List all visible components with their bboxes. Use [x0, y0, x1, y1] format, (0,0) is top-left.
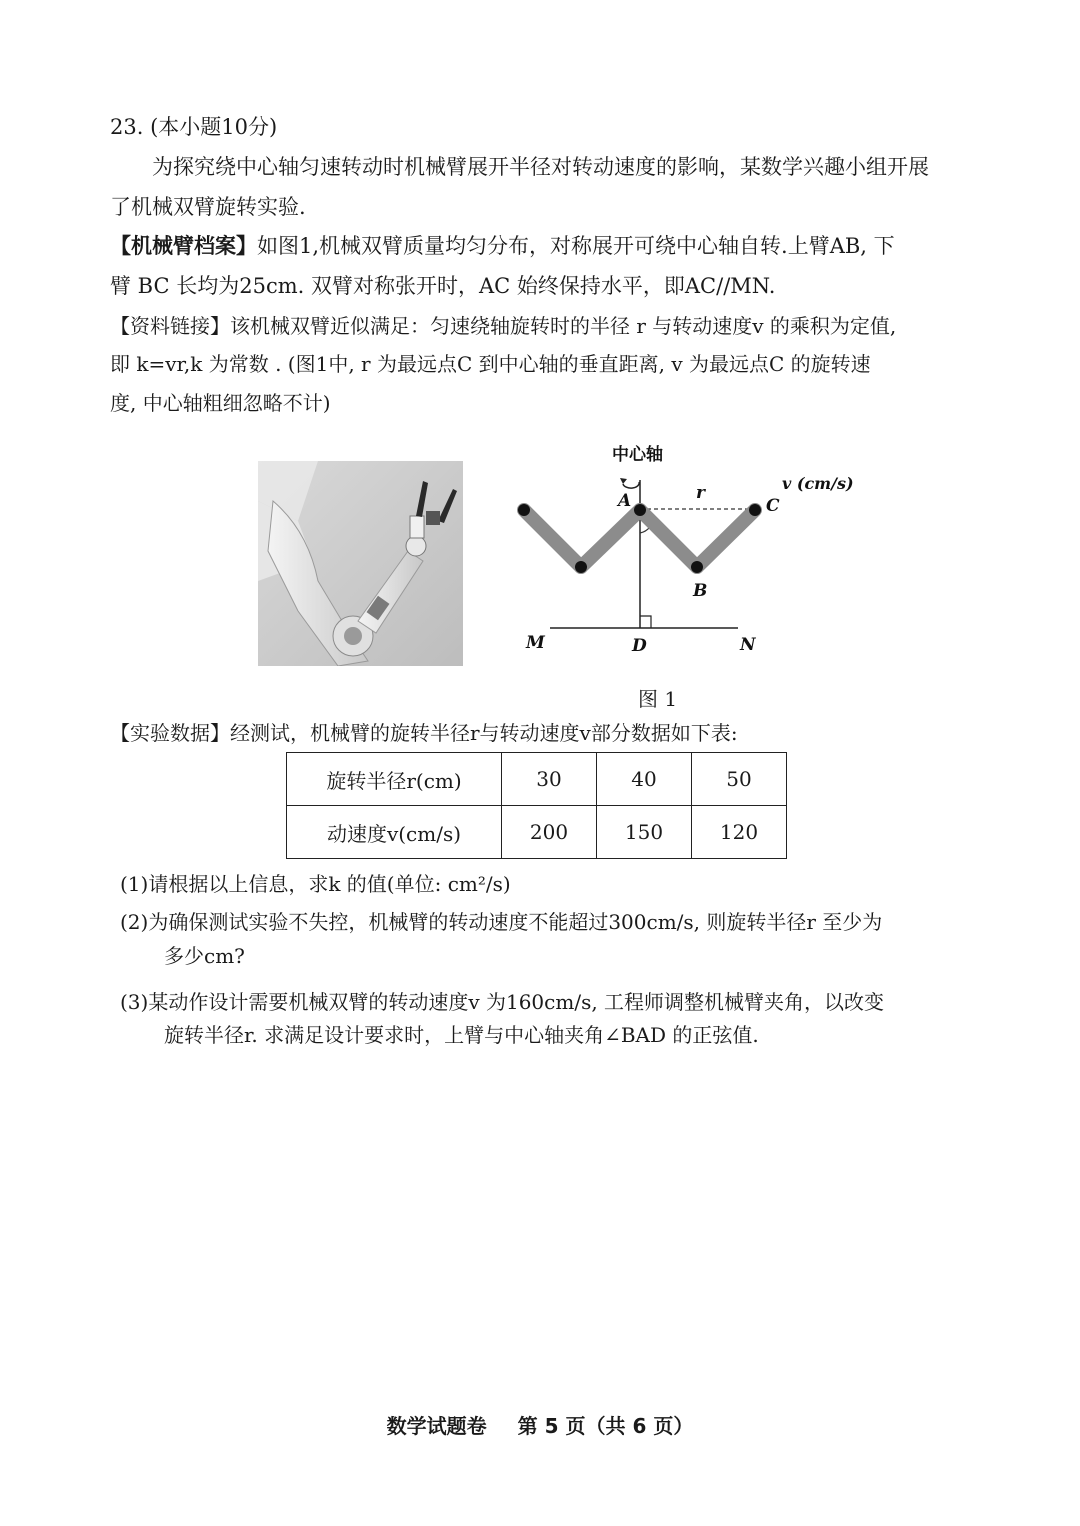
subquestion-2-line2: 多少cm?	[164, 944, 245, 968]
table-cell: 150	[597, 806, 692, 859]
experiment-label: 【实验数据】	[110, 721, 230, 745]
robot-arm-photo	[258, 461, 463, 666]
table-cell: 30	[502, 753, 597, 806]
lower-arm-bc	[697, 510, 755, 567]
table-cell: 200	[502, 806, 597, 859]
label-r: r	[696, 483, 705, 503]
profile-paragraph	[110, 232, 895, 260]
reference-text-line1: 该机械双臂近似满足：匀速绕轴旋转时的半径 r 与转动速度v 的乘积为定值,	[230, 314, 897, 338]
footer-page-number: 第 5 页（共 6 页）	[517, 1414, 694, 1438]
table-cell: 120	[692, 806, 787, 859]
subquestion-3-line2: 旋转半径r. 求满足设计要求时，上臂与中心轴夹角∠BAD 的正弦值.	[164, 1023, 759, 1047]
label-a: A	[618, 491, 632, 511]
reference-text-line3: 度, 中心轴粗细忽略不计)	[110, 391, 331, 415]
label-m: M	[526, 633, 545, 653]
profile-text-line2: 臂 BC 长均为25cm. 双臂对称张开时，AC 始终保持水平，即AC//MN.	[110, 274, 776, 298]
label-b: B	[693, 581, 708, 601]
rotation-arrowhead-icon	[620, 478, 627, 484]
label-n: N	[740, 635, 756, 655]
subquestion-2-line1: (2)为确保测试实验不失控，机械臂的转动速度不能超过300cm/s, 则旋转半径r 至少为	[120, 910, 883, 934]
point-b-joint	[691, 561, 703, 573]
left-lower-arm	[581, 510, 640, 567]
table-cell: 50	[692, 753, 787, 806]
label-velocity: v (cm/s)	[782, 474, 854, 493]
experiment-text: 经测试，机械臂的旋转半径r与转动速度v部分数据如下表:	[230, 721, 738, 745]
reference-text-line2: 即 k=vr,k 为常数 . (图1中, r 为最远点C 到中心轴的垂直距离, v 为最远点C 的旋转速	[110, 352, 871, 376]
upper-arm-ab	[640, 510, 697, 567]
page-footer	[0, 1410, 1080, 1439]
subquestion-3-line1: (3)某动作设计需要机械双臂的转动速度v 为160cm/s, 工程师调整机械臂夹角，以改变	[120, 990, 885, 1014]
footer-title: 数学试题卷	[386, 1414, 487, 1438]
left-elbow-joint	[575, 561, 587, 573]
rotation-arrow-icon	[623, 482, 639, 488]
table-row1-header: 旋转半径r(cm)	[287, 753, 502, 806]
intro-text-line1: 为探究绕中心轴匀速转动时机械臂展开半径对转动速度的影响，某数学兴趣小组开展	[152, 155, 929, 179]
reference-paragraph	[110, 312, 896, 340]
robot-arm-illustration	[258, 461, 463, 666]
table-row	[287, 753, 787, 806]
center-axis-label: 中心轴	[612, 445, 663, 465]
profile-text-line1: 如图1,机械双臂质量均匀分布，对称展开可绕中心轴自转.上臂AB, 下	[257, 234, 895, 258]
left-upper-arm	[524, 510, 581, 567]
label-d: D	[632, 636, 647, 656]
point-a-joint	[634, 504, 646, 516]
figure-caption: 图 1	[638, 687, 678, 711]
table-row	[287, 806, 787, 859]
figure-1-diagram	[510, 438, 855, 663]
left-end-joint	[518, 504, 530, 516]
experiment-paragraph	[110, 719, 738, 747]
label-c: C	[766, 496, 780, 516]
intro-text-line2: 了机械双臂旋转实验.	[110, 195, 306, 219]
table-cell: 40	[597, 753, 692, 806]
reference-label: 【资料链接】	[110, 314, 230, 338]
right-angle-mark	[640, 616, 651, 628]
question-header: 23. (本小题10分)	[110, 115, 278, 139]
table-row2-header: 动速度v(cm/s)	[287, 806, 502, 859]
profile-label: 【机械臂档案】	[110, 233, 257, 258]
subquestion-1: (1)请根据以上信息，求k 的值(单位: cm²/s)	[120, 872, 511, 896]
point-c-joint	[749, 504, 761, 516]
data-table	[286, 752, 787, 859]
